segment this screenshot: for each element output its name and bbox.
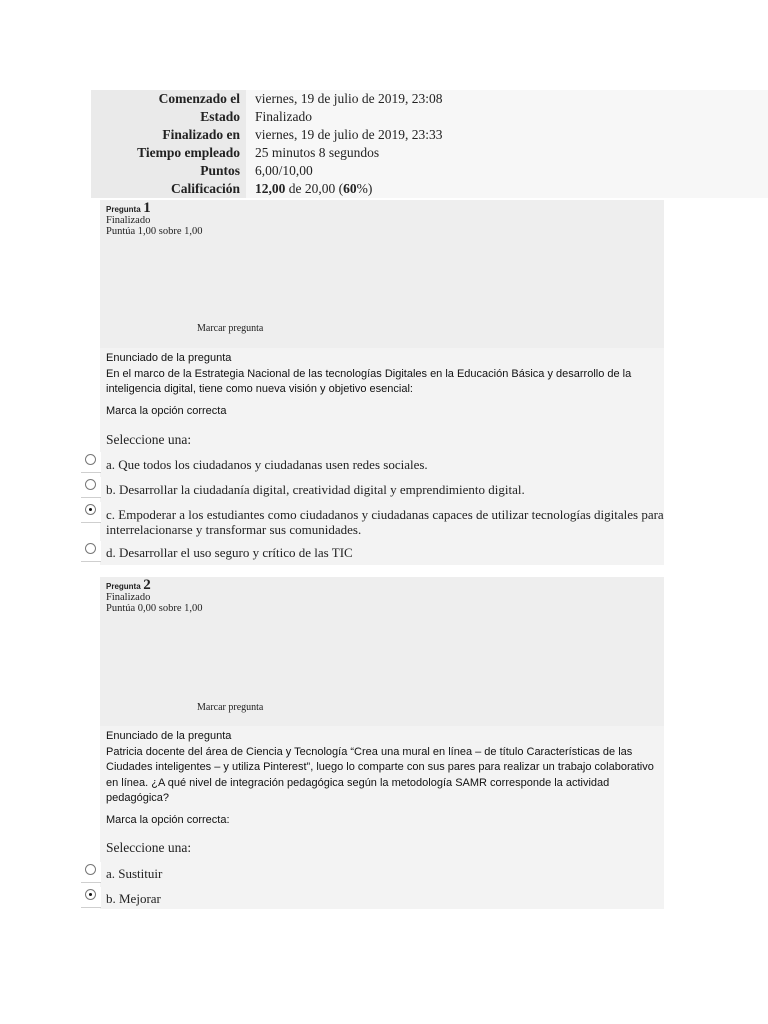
summary-label: Tiempo empleado [91, 144, 246, 162]
grade-percent-suffix: %) [356, 181, 373, 196]
summary-label: Estado [91, 108, 246, 126]
question-grade: Puntúa 1,00 sobre 1,00 [106, 226, 203, 237]
question-1-info [100, 200, 664, 348]
grade-percent: 60 [343, 181, 357, 196]
summary-label: Comenzado el [91, 90, 246, 108]
question-number-value: 2 [143, 577, 151, 593]
answer-option-b[interactable]: b. Desarrollar la ciudadanía digital, creatividad digital y emprendimiento digital. [106, 482, 525, 497]
question-heading: Enunciado de la pregunta [106, 352, 232, 364]
summary-label: Puntos [91, 162, 246, 180]
summary-row-grade [91, 180, 768, 198]
summary-row-finished [91, 126, 768, 144]
summary-label: Finalizado en [91, 126, 246, 144]
attempt-summary-table [91, 90, 768, 198]
question-2-info [100, 577, 664, 726]
grade-score: 12,00 [255, 181, 286, 196]
question-text: En el marco de la Estrategia Nacional de las tecnologías Digitales en la Educación Básica y desarrollo de la inteligencia digital, tiene como nueva visión y objetivo esencial: [106, 367, 632, 395]
question-text: Patricia docente del área de Ciencia y Tecnología “Crea una mural en línea – de título Características de las Ciudades inteligentes – y utiliza Pinterest”, luego lo comparte con sus pares para realizar un trabajo colaborativo en línea. ¿A qué nivel de integración pedagógica según la metodología SAMR corresponde la actividad pedagógica? [106, 745, 654, 804]
question-state: Finalizado [106, 592, 151, 603]
radio-circle-icon [85, 543, 96, 554]
radio-circle-icon [85, 889, 96, 900]
select-one-label: Seleccione una: [106, 432, 192, 447]
radio-selected-dot-icon [89, 893, 92, 896]
flag-question-link[interactable]: Marcar pregunta [197, 323, 264, 334]
radio-option-b[interactable] [81, 887, 101, 908]
question-heading: Enunciado de la pregunta [106, 730, 232, 742]
summary-label: Calificación [91, 180, 246, 198]
select-one-label: Seleccione una: [106, 840, 192, 855]
question-1-content [100, 348, 664, 565]
question-label: Pregunta [106, 582, 141, 591]
summary-row-state [91, 108, 768, 126]
summary-row-time-taken [91, 144, 768, 162]
answer-option-a[interactable]: a. Sustituir [106, 866, 163, 881]
radio-selected-dot-icon [89, 508, 92, 511]
question-number [100, 200, 664, 216]
radio-circle-icon [85, 864, 96, 875]
radio-option-a[interactable] [81, 862, 101, 883]
question-instruction: Marca la opción correcta: [106, 813, 230, 826]
flag-question-link[interactable]: Marcar pregunta [197, 702, 264, 713]
answer-option-b[interactable]: b. Mejorar [106, 891, 161, 906]
radio-option-a[interactable] [81, 452, 101, 473]
question-number [100, 577, 664, 593]
answer-option-d[interactable]: d. Desarrollar el uso seguro y crítico de las TIC [106, 545, 353, 560]
radio-option-d[interactable] [81, 541, 101, 562]
question-label: Pregunta [106, 205, 141, 214]
grade-of-text: de 20,00 ( [285, 181, 344, 196]
radio-circle-icon [85, 504, 96, 515]
question-state: Finalizado [106, 215, 151, 226]
radio-option-b[interactable] [81, 477, 101, 498]
summary-row-marks [91, 162, 768, 180]
question-number-value: 1 [143, 200, 151, 216]
summary-value: viernes, 19 de julio de 2019, 23:08 [246, 90, 768, 108]
summary-value: 25 minutos 8 segundos [246, 144, 768, 162]
summary-row-started [91, 90, 768, 108]
grade-value [246, 180, 768, 198]
question-instruction: Marca la opción correcta [106, 404, 227, 417]
answer-option-a[interactable]: a. Que todos los ciudadanos y ciudadanas usen redes sociales. [106, 457, 428, 472]
radio-option-c[interactable] [81, 502, 101, 523]
answer-option-c[interactable]: c. Empoderar a los estudiantes como ciudadanos y ciudadanas capaces de utilizar tecnologías digitales para interrelacionarse y transformar sus comunidades. [106, 507, 664, 537]
question-grade: Puntúa 0,00 sobre 1,00 [106, 603, 203, 614]
radio-circle-icon [85, 454, 96, 465]
radio-circle-icon [85, 479, 96, 490]
question-2-content [100, 726, 664, 909]
summary-value: Finalizado [246, 108, 768, 126]
summary-value: 6,00/10,00 [246, 162, 768, 180]
summary-value: viernes, 19 de julio de 2019, 23:33 [246, 126, 768, 144]
